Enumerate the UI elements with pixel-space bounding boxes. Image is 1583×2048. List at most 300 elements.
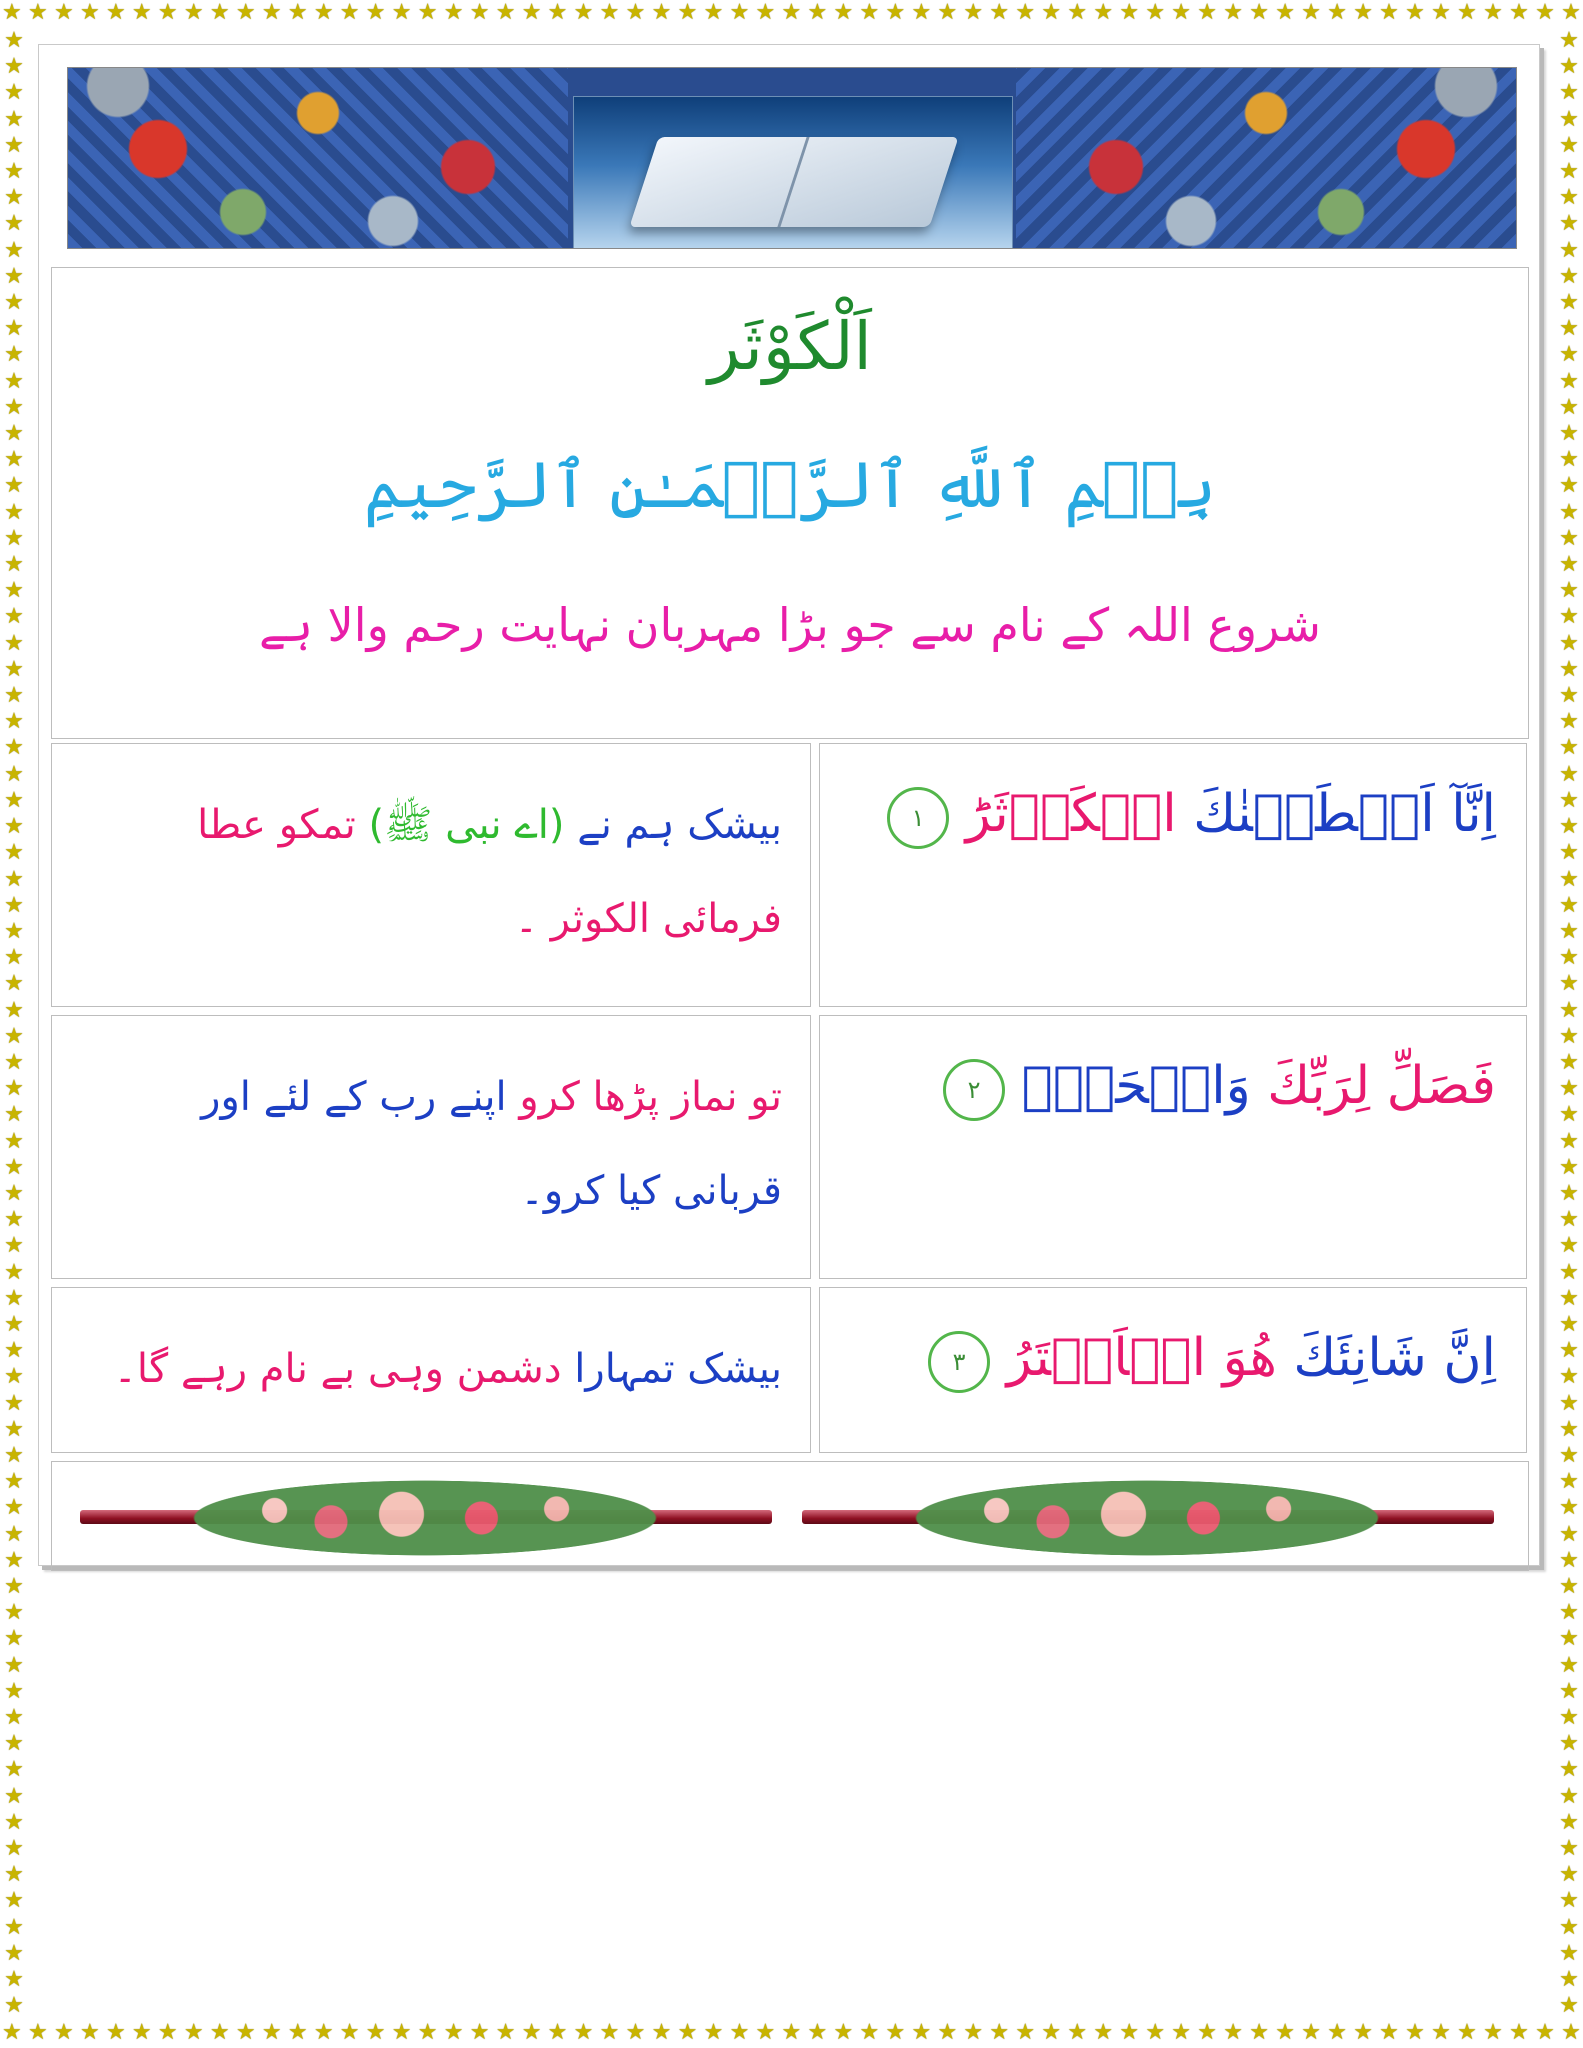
star-icon: ★: [4, 1233, 24, 1259]
star-icon: ★: [989, 0, 1010, 25]
rose-garland-right: [802, 1498, 1494, 1538]
star-icon: ★: [1197, 2020, 1218, 2045]
star-icon: ★: [1015, 0, 1036, 25]
star-icon: ★: [4, 656, 24, 682]
star-icon: ★: [1145, 0, 1166, 25]
star-icon: ★: [4, 1102, 24, 1128]
star-icon: ★: [4, 1076, 24, 1102]
star-icon: ★: [313, 2020, 334, 2045]
star-icon: ★: [1559, 132, 1579, 158]
star-icon: ★: [1559, 1416, 1579, 1442]
star-icon: ★: [1223, 2020, 1243, 2045]
translation-cell: [51, 1287, 811, 1453]
star-icon: ★: [1559, 1076, 1579, 1102]
star-icon: ★: [4, 630, 24, 656]
star-icon: ★: [573, 2020, 594, 2045]
star-icon: ★: [4, 1967, 24, 1993]
star-icon: ★: [885, 2020, 906, 2045]
star-icon: ★: [1561, 2020, 1581, 2045]
star-icon: ★: [4, 1888, 24, 1914]
star-icon: ★: [1559, 1678, 1579, 1704]
star-icon: ★: [1559, 1102, 1579, 1128]
star-icon: ★: [1559, 918, 1579, 944]
star-icon: ★: [4, 1180, 24, 1206]
star-icon: ★: [1119, 2020, 1140, 2045]
star-icon: ★: [1559, 499, 1579, 525]
star-icon: ★: [1559, 54, 1579, 80]
star-icon: ★: [1275, 2020, 1295, 2045]
ayah-number-icon: ١: [887, 787, 949, 849]
translation-part: بیشک ہم نے: [577, 802, 782, 848]
star-icon: ★: [1559, 1783, 1579, 1809]
star-icon: ★: [4, 1600, 24, 1626]
star-icon: ★: [1559, 1809, 1579, 1835]
star-icon: ★: [339, 2020, 360, 2045]
star-icon: ★: [1197, 0, 1218, 25]
star-icon: ★: [677, 2020, 698, 2045]
star-icon: ★: [1559, 185, 1579, 211]
star-border-right: [1555, 28, 1583, 2020]
star-icon: ★: [4, 1442, 24, 1468]
star-icon: ★: [53, 2020, 74, 2045]
star-icon: ★: [4, 787, 24, 813]
star-icon: ★: [443, 2020, 464, 2045]
translation-cell: [51, 743, 811, 1007]
star-icon: ★: [1561, 0, 1581, 25]
star-icon: ★: [209, 2020, 230, 2045]
verse-arabic: [931, 1056, 1496, 1121]
star-icon: ★: [989, 2020, 1010, 2045]
star-icon: ★: [4, 1128, 24, 1154]
bismillah-translation: شروع اللہ کے نام سے جو بڑا مہربان نہایت رحم والا ہے: [259, 598, 1321, 652]
star-icon: ★: [1559, 552, 1579, 578]
star-icon: ★: [4, 159, 24, 185]
star-icon: ★: [1559, 1521, 1579, 1547]
star-icon: ★: [1559, 368, 1579, 394]
star-icon: ★: [1559, 866, 1579, 892]
book-icon: [629, 137, 958, 227]
star-icon: ★: [1559, 1364, 1579, 1390]
surah-header: [51, 267, 1529, 739]
star-icon: ★: [963, 2020, 984, 2045]
star-icon: ★: [547, 2020, 568, 2045]
star-icon: ★: [157, 0, 178, 25]
star-icon: ★: [1559, 1547, 1579, 1573]
star-border-top: [0, 0, 1583, 28]
star-icon: ★: [1457, 2020, 1477, 2045]
star-icon: ★: [911, 2020, 932, 2045]
star-icon: ★: [4, 1862, 24, 1888]
arabic-cell: [819, 743, 1527, 1007]
translation-part: (اے نبی ﷺ): [368, 802, 565, 848]
star-icon: ★: [4, 971, 24, 997]
star-icon: ★: [4, 945, 24, 971]
star-icon: ★: [4, 1626, 24, 1652]
star-icon: ★: [79, 2020, 100, 2045]
star-icon: ★: [703, 0, 724, 25]
star-icon: ★: [4, 263, 24, 289]
star-icon: ★: [1119, 0, 1140, 25]
star-icon: ★: [4, 814, 24, 840]
translation-part: اپنے رب کے لئے اور: [201, 1074, 507, 1120]
star-icon: ★: [4, 709, 24, 735]
arabic-part: هُوَ الۡاَبۡتَرُ: [1006, 1328, 1277, 1388]
star-icon: ★: [1559, 211, 1579, 237]
star-icon: ★: [4, 1390, 24, 1416]
translation-part: دشمن: [456, 1346, 562, 1392]
star-icon: ★: [1559, 1573, 1579, 1599]
verse-arabic: [875, 784, 1496, 849]
star-icon: ★: [729, 2020, 750, 2045]
star-icon: ★: [4, 1285, 24, 1311]
star-icon: ★: [4, 54, 24, 80]
star-icon: ★: [287, 0, 308, 25]
star-icon: ★: [1509, 2020, 1529, 2045]
star-icon: ★: [1559, 1731, 1579, 1757]
star-icon: ★: [4, 132, 24, 158]
star-icon: ★: [521, 2020, 542, 2045]
star-icon: ★: [469, 2020, 490, 2045]
star-icon: ★: [1431, 2020, 1451, 2045]
star-icon: ★: [4, 1338, 24, 1364]
star-icon: ★: [4, 918, 24, 944]
quran-banner: [67, 67, 1517, 249]
star-icon: ★: [963, 0, 984, 25]
star-icon: ★: [1171, 0, 1192, 25]
translation-cell: [51, 1015, 811, 1279]
star-icon: ★: [1483, 2020, 1503, 2045]
star-icon: ★: [1275, 0, 1295, 25]
star-icon: ★: [4, 499, 24, 525]
star-icon: ★: [495, 2020, 516, 2045]
star-icon: ★: [1559, 1600, 1579, 1626]
verse-row: [51, 1287, 1527, 1453]
star-icon: ★: [807, 2020, 828, 2045]
star-icon: ★: [1559, 735, 1579, 761]
star-icon: ★: [1559, 1023, 1579, 1049]
translation-part: تمکو عطا فرمائی الکوثر ۔: [197, 802, 782, 942]
star-icon: ★: [1171, 2020, 1192, 2045]
star-icon: ★: [1559, 656, 1579, 682]
star-icon: ★: [4, 1757, 24, 1783]
floral-ornament-right: [1016, 68, 1516, 248]
star-icon: ★: [313, 0, 334, 25]
star-icon: ★: [677, 0, 698, 25]
star-icon: ★: [4, 394, 24, 420]
star-icon: ★: [1559, 1338, 1579, 1364]
star-icon: ★: [807, 0, 828, 25]
star-icon: ★: [235, 0, 256, 25]
floral-ornament-left: [68, 68, 568, 248]
star-icon: ★: [1353, 2020, 1373, 2045]
rose-garland-left: [80, 1498, 772, 1538]
star-icon: ★: [1559, 1836, 1579, 1862]
star-icon: ★: [4, 342, 24, 368]
star-icon: ★: [235, 2020, 256, 2045]
star-icon: ★: [885, 0, 906, 25]
star-icon: ★: [1301, 2020, 1321, 2045]
star-icon: ★: [1379, 0, 1399, 25]
roses-icon: [190, 1480, 660, 1556]
star-icon: ★: [4, 1573, 24, 1599]
star-icon: ★: [391, 0, 412, 25]
star-icon: ★: [339, 0, 360, 25]
star-icon: ★: [1559, 1888, 1579, 1914]
open-book-image: [573, 96, 1013, 249]
star-icon: ★: [4, 290, 24, 316]
star-icon: ★: [1559, 1128, 1579, 1154]
star-icon: ★: [4, 368, 24, 394]
star-icon: ★: [495, 0, 516, 25]
translation-part: قربانی کیا کرو۔: [520, 1168, 782, 1214]
surah-title: اَلْکَوْثَر: [708, 308, 872, 385]
star-icon: ★: [547, 0, 568, 25]
star-icon: ★: [1223, 0, 1243, 25]
star-icon: ★: [4, 1993, 24, 2019]
star-icon: ★: [1559, 394, 1579, 420]
floral-footer: [51, 1461, 1529, 1571]
translation-part: وہی بے نام رہے گا۔: [113, 1346, 444, 1392]
star-icon: ★: [833, 0, 854, 25]
star-icon: ★: [4, 447, 24, 473]
star-icon: ★: [157, 2020, 178, 2045]
star-icon: ★: [417, 2020, 438, 2045]
star-icon: ★: [4, 1207, 24, 1233]
star-border-bottom: [0, 2020, 1583, 2048]
star-icon: ★: [4, 866, 24, 892]
star-icon: ★: [365, 0, 386, 25]
star-icon: ★: [1559, 630, 1579, 656]
star-icon: ★: [1559, 604, 1579, 630]
star-icon: ★: [1067, 2020, 1088, 2045]
star-icon: ★: [625, 2020, 646, 2045]
star-icon: ★: [1015, 2020, 1036, 2045]
star-icon: ★: [781, 2020, 802, 2045]
star-icon: ★: [4, 1809, 24, 1835]
star-icon: ★: [1559, 421, 1579, 447]
star-icon: ★: [4, 211, 24, 237]
star-icon: ★: [4, 1023, 24, 1049]
star-icon: ★: [1559, 1757, 1579, 1783]
star-icon: ★: [4, 892, 24, 918]
verse-arabic: [916, 1328, 1496, 1393]
star-icon: ★: [1559, 1311, 1579, 1337]
star-icon: ★: [1405, 0, 1425, 25]
star-icon: ★: [911, 0, 932, 25]
star-icon: ★: [4, 106, 24, 132]
star-icon: ★: [1559, 1495, 1579, 1521]
star-icon: ★: [1559, 80, 1579, 106]
star-icon: ★: [4, 1783, 24, 1809]
star-icon: ★: [651, 0, 672, 25]
star-icon: ★: [1559, 1652, 1579, 1678]
star-icon: ★: [4, 604, 24, 630]
star-icon: ★: [4, 1495, 24, 1521]
star-icon: ★: [1559, 1390, 1579, 1416]
star-icon: ★: [1559, 159, 1579, 185]
ayah-number-icon: ٣: [928, 1331, 990, 1393]
star-icon: ★: [1559, 1626, 1579, 1652]
star-icon: ★: [4, 1836, 24, 1862]
star-icon: ★: [4, 1259, 24, 1285]
star-icon: ★: [1457, 0, 1477, 25]
star-icon: ★: [833, 2020, 854, 2045]
star-icon: ★: [599, 2020, 620, 2045]
star-icon: ★: [4, 80, 24, 106]
arabic-part: الۡكَوۡثَرَؕ: [965, 784, 1177, 844]
star-icon: ★: [1559, 28, 1579, 53]
star-icon: ★: [1301, 0, 1321, 25]
star-icon: ★: [131, 0, 152, 25]
ayah-number-icon: ٢: [943, 1059, 1005, 1121]
star-icon: ★: [261, 0, 282, 25]
verse-translation: [82, 1322, 782, 1416]
star-icon: ★: [1559, 1705, 1579, 1730]
star-icon: ★: [1559, 473, 1579, 499]
verse-row: [51, 743, 1527, 1007]
bismillah: بِسۡمِ ٱللَّهِ ٱلرَّحۡمَـٰنِ ٱلرَّحِيمِ: [363, 449, 1217, 523]
verse-row: [51, 1015, 1527, 1279]
star-icon: ★: [105, 0, 126, 25]
star-icon: ★: [53, 0, 74, 25]
star-icon: ★: [1559, 892, 1579, 918]
star-icon: ★: [365, 2020, 386, 2045]
arabic-part: اِنَّ شَانِئَكَ: [1293, 1328, 1496, 1388]
star-icon: ★: [1067, 0, 1088, 25]
star-icon: ★: [1559, 263, 1579, 289]
star-icon: ★: [1559, 1442, 1579, 1468]
star-icon: ★: [1559, 945, 1579, 971]
arabic-cell: [819, 1015, 1527, 1279]
star-icon: ★: [1559, 1180, 1579, 1206]
star-icon: ★: [287, 2020, 308, 2045]
verse-translation: [82, 778, 782, 966]
star-icon: ★: [1249, 0, 1269, 25]
star-icon: ★: [1353, 0, 1373, 25]
star-icon: ★: [1559, 1862, 1579, 1888]
star-icon: ★: [1559, 525, 1579, 551]
star-icon: ★: [4, 237, 24, 263]
star-icon: ★: [4, 1705, 24, 1730]
star-icon: ★: [4, 578, 24, 604]
surah-card: [38, 44, 1540, 1566]
star-icon: ★: [4, 735, 24, 761]
star-icon: ★: [4, 421, 24, 447]
star-icon: ★: [417, 0, 438, 25]
star-icon: ★: [1559, 997, 1579, 1023]
star-icon: ★: [1559, 840, 1579, 866]
star-icon: ★: [1559, 971, 1579, 997]
star-icon: ★: [4, 683, 24, 709]
star-icon: ★: [1145, 2020, 1166, 2045]
star-icon: ★: [79, 0, 100, 25]
star-icon: ★: [1379, 2020, 1399, 2045]
verse-translation: [82, 1050, 782, 1238]
star-icon: ★: [4, 1416, 24, 1442]
star-icon: ★: [469, 0, 490, 25]
star-icon: ★: [1559, 683, 1579, 709]
star-icon: ★: [1559, 1914, 1579, 1940]
star-icon: ★: [573, 0, 594, 25]
star-icon: ★: [1559, 761, 1579, 787]
star-icon: ★: [1559, 106, 1579, 132]
star-icon: ★: [2, 0, 22, 25]
arabic-cell: [819, 1287, 1527, 1453]
star-icon: ★: [4, 761, 24, 787]
star-icon: ★: [1405, 2020, 1425, 2045]
arabic-part: فَصَلِّ لِرَبِّكَ: [1267, 1056, 1496, 1116]
star-icon: ★: [183, 2020, 204, 2045]
arabic-part: اِنَّآ اَعۡطَيۡنٰكَ: [1193, 784, 1496, 844]
star-icon: ★: [1559, 1940, 1579, 1966]
star-icon: ★: [105, 2020, 126, 2045]
star-icon: ★: [1559, 1993, 1579, 2019]
star-icon: ★: [1041, 2020, 1062, 2045]
star-icon: ★: [4, 840, 24, 866]
star-icon: ★: [1535, 0, 1555, 25]
star-icon: ★: [1559, 787, 1579, 813]
star-icon: ★: [209, 0, 230, 25]
star-icon: ★: [4, 1154, 24, 1180]
star-icon: ★: [4, 1521, 24, 1547]
star-icon: ★: [859, 0, 880, 25]
star-icon: ★: [1559, 814, 1579, 840]
star-icon: ★: [4, 185, 24, 211]
star-icon: ★: [1559, 1967, 1579, 1993]
star-icon: ★: [4, 1547, 24, 1573]
translation-part: بیشک تمہارا: [574, 1346, 782, 1392]
roses-icon: [912, 1480, 1382, 1556]
star-icon: ★: [937, 0, 958, 25]
star-icon: ★: [1559, 447, 1579, 473]
star-icon: ★: [1559, 316, 1579, 342]
star-icon: ★: [4, 997, 24, 1023]
star-icon: ★: [4, 473, 24, 499]
star-icon: ★: [4, 1469, 24, 1495]
star-icon: ★: [1559, 237, 1579, 263]
star-icon: ★: [131, 2020, 152, 2045]
star-icon: ★: [4, 525, 24, 551]
star-icon: ★: [1559, 1285, 1579, 1311]
star-icon: ★: [1509, 0, 1529, 25]
star-icon: ★: [1559, 1049, 1579, 1075]
star-icon: ★: [625, 0, 646, 25]
star-icon: ★: [4, 1678, 24, 1704]
star-icon: ★: [521, 0, 542, 25]
star-icon: ★: [1327, 2020, 1347, 2045]
star-icon: ★: [703, 2020, 724, 2045]
star-icon: ★: [4, 1364, 24, 1390]
star-icon: ★: [4, 1049, 24, 1075]
star-icon: ★: [859, 2020, 880, 2045]
translation-part: تو نماز پڑھا کرو: [519, 1074, 782, 1120]
star-icon: ★: [4, 1914, 24, 1940]
star-icon: ★: [4, 28, 24, 53]
star-icon: ★: [1327, 0, 1347, 25]
star-icon: ★: [781, 0, 802, 25]
star-icon: ★: [1249, 2020, 1269, 2045]
star-icon: ★: [729, 0, 750, 25]
star-icon: ★: [391, 2020, 412, 2045]
star-icon: ★: [1535, 2020, 1555, 2045]
star-icon: ★: [755, 2020, 776, 2045]
star-icon: ★: [1093, 2020, 1114, 2045]
star-icon: ★: [183, 0, 204, 25]
star-icon: ★: [4, 1652, 24, 1678]
star-icon: ★: [27, 0, 48, 25]
star-icon: ★: [4, 552, 24, 578]
star-icon: ★: [1559, 1259, 1579, 1285]
